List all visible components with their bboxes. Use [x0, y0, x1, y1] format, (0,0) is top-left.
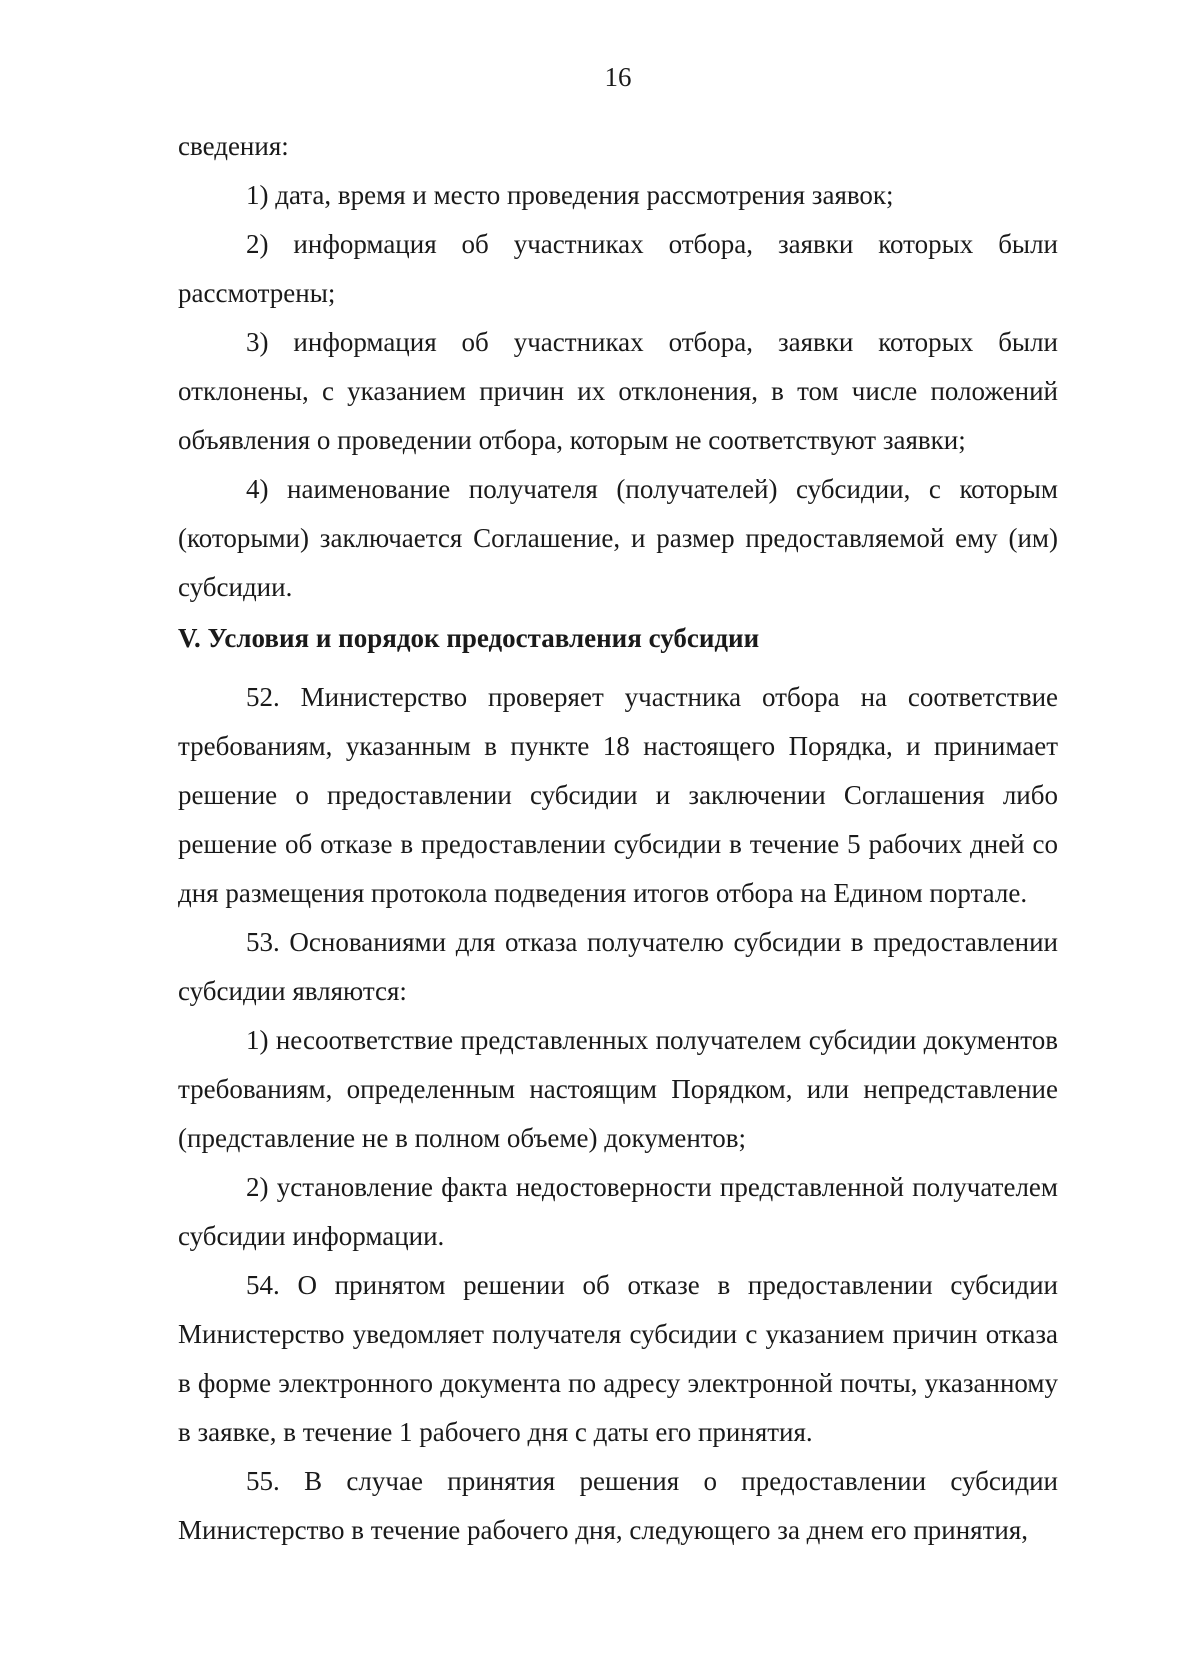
paragraph-52: 52. Министерство проверяет участника отбора на соответствие требованиям, указанным в пункте 18 настоящего Порядка, и принимает решение о предоставлении субсидии и заключении Соглашения либо решение об отказе в предоставлении субсидии в течение 5 рабочих дней со дня размещения протокола подведения итогов отбора на Едином портале.	[178, 682, 1058, 908]
paragraph-item-3: 3) информация об участниках отбора, заявки которых были отклонены, с указанием причин их отклонения, в том числе положений объявления о проведении отбора, которым не соответствуют заявки;	[178, 327, 1058, 455]
section-heading: V. Условия и порядок предоставления субсидии	[178, 623, 760, 653]
paragraph-54: 54. О принятом решении об отказе в предоставлении субсидии Министерство уведомляет получателя субсидии с указанием причин отказа в форме электронного документа по адресу электронной почты, указанному в заявке, в течение 1 рабочего дня с даты его принятия.	[178, 1270, 1058, 1447]
paragraph-53-item-1: 1) несоответствие представленных получателем субсидии документов требованиям, определенным настоящим Порядком, или непредставление (представление не в полном объеме) документов;	[178, 1025, 1058, 1153]
paragraph-item-1: 1) дата, время и место проведения рассмотрения заявок;	[246, 180, 894, 210]
paragraph-intro: сведения:	[178, 131, 289, 161]
paragraph-55: 55. В случае принятия решения о предоставлении субсидии Министерство в течение рабочего дня, следующего за днем его принятия,	[178, 1466, 1058, 1545]
paragraph-item-4: 4) наименование получателя (получателей) субсидии, с которым (которыми) заключается Соглашение, и размер предоставляемой ему (им) субсидии.	[178, 474, 1058, 602]
page-number: 16	[604, 62, 632, 92]
paragraph-53: 53. Основаниями для отказа получателю субсидии в предоставлении субсидии являются:	[178, 927, 1058, 1006]
document-body	[178, 122, 1058, 1555]
paragraph-item-2: 2) информация об участниках отбора, заявки которых были рассмотрены;	[178, 229, 1058, 308]
paragraph-53-item-2: 2) установление факта недостоверности представленной получателем субсидии информации.	[178, 1172, 1058, 1251]
